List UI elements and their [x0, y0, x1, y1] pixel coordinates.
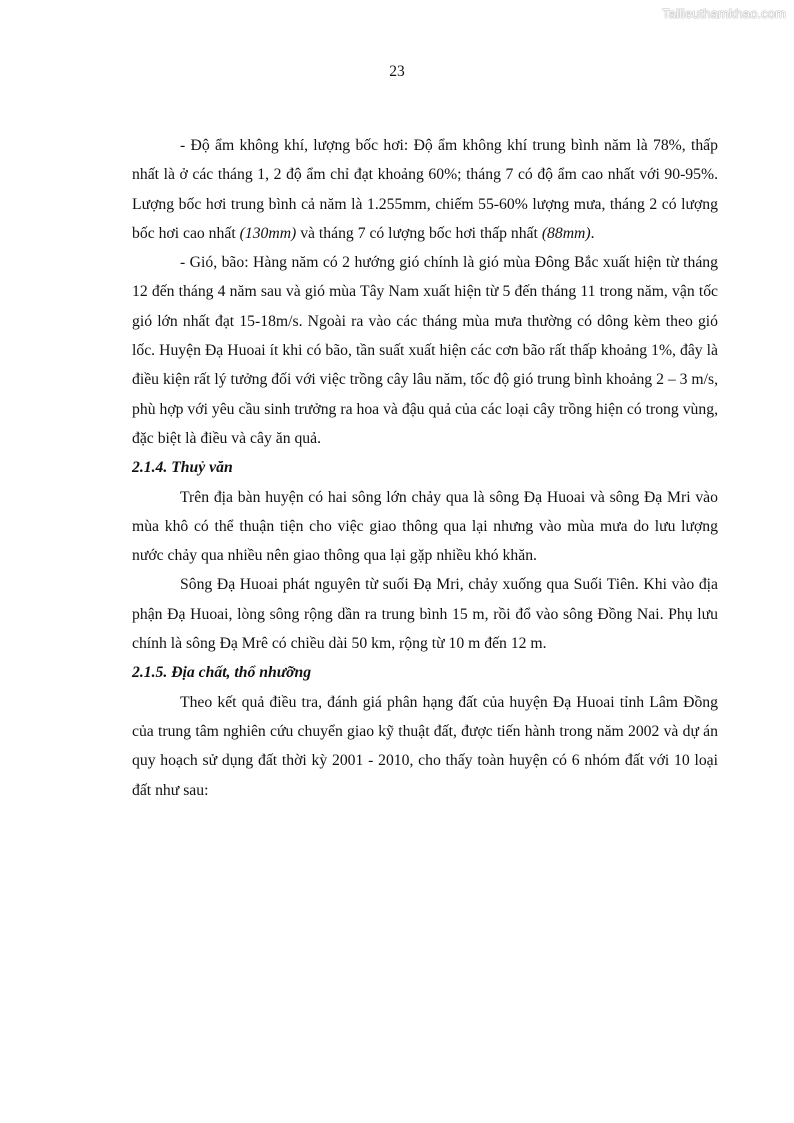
- paragraph-wind: - Gió, bão: Hàng năm có 2 hướng gió chính là gió mùa Đông Bắc xuất hiện từ tháng 12 đến tháng 4 năm sau và gió mùa Tây Nam xuất hiện từ 5 đến tháng 11 trong năm, vận tốc gió lớn nhất đạt 15-18m/s. Ngoài ra vào các tháng mùa mưa thường có dông kèm theo gió lốc. Huyện Đạ Huoai ít khi có bão, tần suất xuất hiện các cơn bão rất thấp khoảng 1%, đây là điều kiện rất lý tưởng đối với việc trồng cây lâu năm, tốc độ gió trung bình khoảng 2 – 3 m/s, phù hợp với yêu cầu sinh trưởng ra hoa và đậu quả của các loại cây trồng hiện có trong vùng, đặc biệt là điều và cây ăn quả.: [132, 254, 718, 447]
- section-heading-hydrology: 2.1.4. Thuỷ văn: [132, 459, 233, 477]
- text-run: - Độ ẩm không khí, lượng bốc hơi: Độ ẩm không khí trung bình năm là 78%, thấp nhất là ở các tháng 1, 2 độ ẩm chỉ đạt khoảng 60%; tháng 7 có độ ẩm cao nhất với 90-95%. Lượng bốc hơi trung bình cả năm là 1.255mm, chiếm 55-60% lượng mưa, tháng 2 có lượng bốc hơi cao nhất: [132, 137, 718, 242]
- paragraph-geology-1: Theo kết quả điều tra, đánh giá phân hạng đất của huyện Đạ Huoai tỉnh Lâm Đồng của trung tâm nghiên cứu chuyển giao kỹ thuật đất, được tiến hành trong năm 2002 và dự án quy hoạch sử dụng đất thời kỳ 2001 - 2010, cho thấy toàn huyện có 6 nhóm đất với 10 loại đất như sau:: [132, 693, 718, 799]
- watermark: Tailieuthamkhao.com: [661, 6, 786, 21]
- paragraph-hydrology-2: Sông Đạ Huoai phát nguyên từ suối Đạ Mri, chảy xuống qua Suối Tiên. Khi vào địa phận Đạ Huoai, lòng sông rộng dần ra trung bình 15 m, rồi đổ vào sông Đồng Nai. Phụ lưu chính là sông Đạ Mrê có chiều dài 50 km, rộng từ 10 m đến 12 m.: [132, 576, 718, 653]
- text-run: và tháng 7 có lượng bốc hơi thấp nhất: [296, 224, 542, 242]
- paragraph-humidity: [132, 131, 718, 248]
- document-body: [132, 131, 718, 805]
- text-run: .: [590, 224, 595, 242]
- italic-value: (130mm): [239, 224, 297, 242]
- italic-value: (88mm): [541, 224, 591, 242]
- page-number: 23: [389, 63, 405, 80]
- paragraph-hydrology-1: Trên địa bàn huyện có hai sông lớn chảy qua là sông Đạ Huoai và sông Đạ Mri vào mùa khô có thể thuận tiện cho việc giao thông qua lại nhưng vào mùa mưa do lưu lượng nước chảy qua nhiều nên giao thông qua lại gặp nhiều khó khăn.: [132, 488, 718, 565]
- section-heading-geology: 2.1.5. Địa chất, thổ nhưỡng: [132, 664, 312, 682]
